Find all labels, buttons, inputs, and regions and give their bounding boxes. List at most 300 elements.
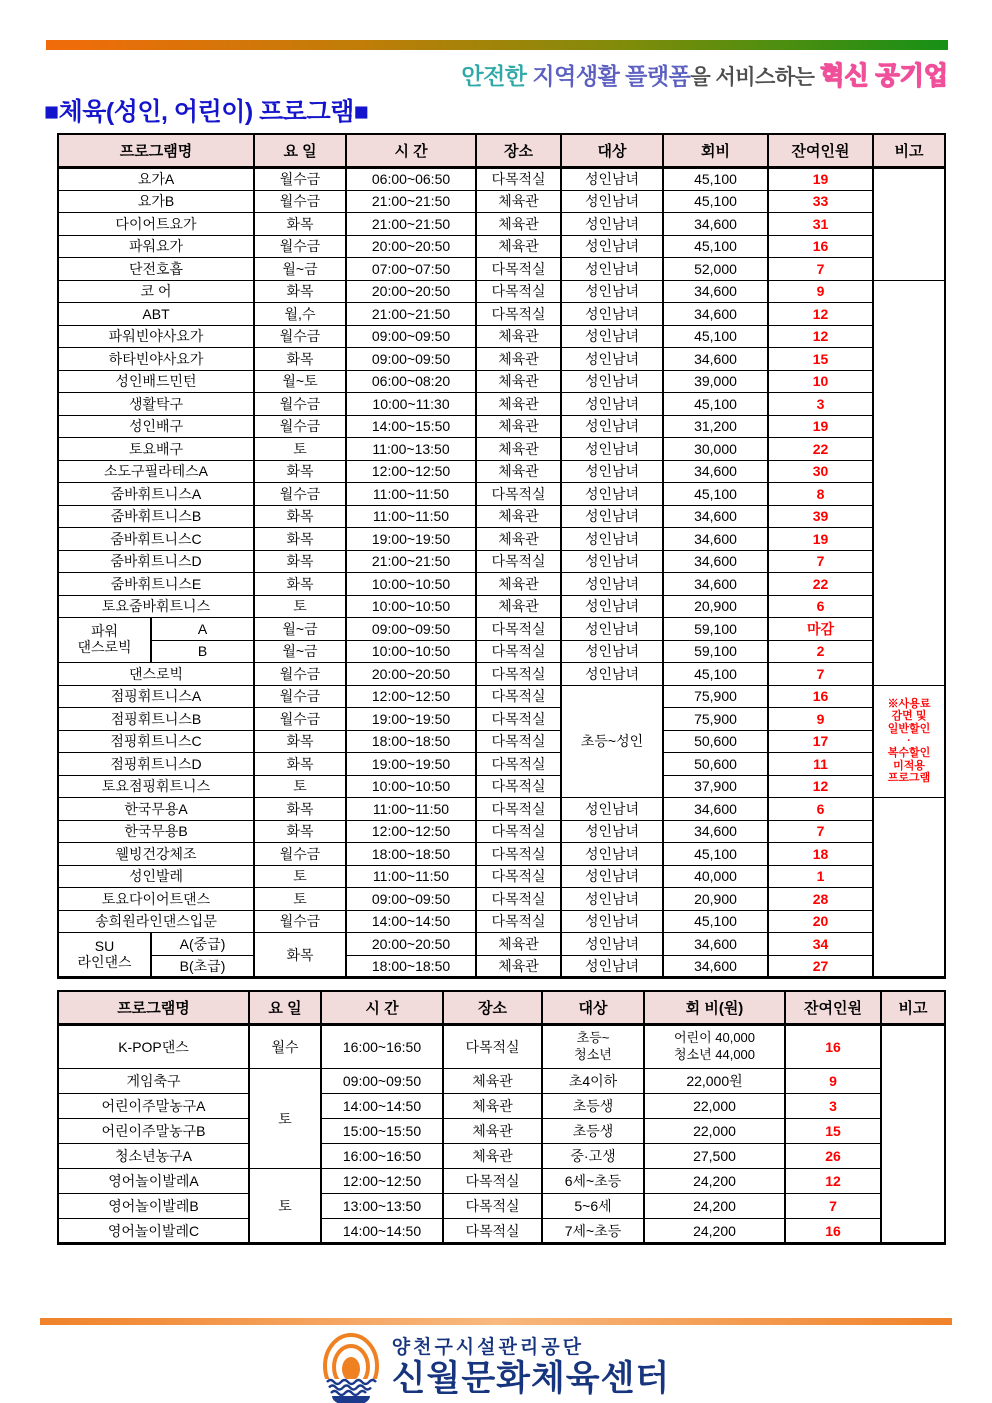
program-name-cell: 줌바휘트니스B — [58, 505, 254, 528]
place-cell: 체육관 — [443, 1094, 542, 1119]
fee-cell: 34,600 — [663, 955, 768, 978]
day-cell: 월수 — [249, 1025, 321, 1069]
target-cell: 성인남녀 — [561, 955, 663, 978]
time-cell: 09:00~09:50 — [346, 348, 476, 371]
remaining-cell: 8 — [768, 483, 873, 506]
place-cell: 다목적실 — [476, 663, 561, 686]
remaining-cell: 27 — [768, 955, 873, 978]
remaining-cell: 10 — [768, 370, 873, 393]
remaining-cell: 15 — [785, 1119, 881, 1144]
remaining-cell: 12 — [768, 775, 873, 798]
time-cell: 12:00~12:50 — [321, 1169, 443, 1194]
target-cell: 성인남녀 — [561, 303, 663, 326]
place-header: 장소 — [443, 991, 542, 1025]
place-cell: 다목적실 — [476, 685, 561, 708]
program-subname-cell: B — [151, 640, 254, 663]
fee-cell: 45,100 — [663, 168, 768, 191]
remaining-header: 잔여인원 — [785, 991, 881, 1025]
time-cell: 21:00~21:50 — [346, 213, 476, 236]
table-row — [58, 528, 945, 551]
place-cell: 다목적실 — [476, 550, 561, 573]
fee-cell: 22,000 — [644, 1094, 785, 1119]
time-cell: 19:00~19:50 — [346, 528, 476, 551]
table-row — [58, 393, 945, 416]
program-name-cell: 성인배구 — [58, 415, 254, 438]
program-name-cell: 점핑휘트니스C — [58, 730, 254, 753]
remaining-cell: 7 — [768, 258, 873, 281]
place-cell: 다목적실 — [476, 730, 561, 753]
day-cell: 월수금 — [254, 685, 346, 708]
time-cell: 10:00~10:50 — [346, 775, 476, 798]
target-cell: 성인남녀 — [561, 213, 663, 236]
table-row — [58, 505, 945, 528]
place-cell: 다목적실 — [476, 708, 561, 731]
target-cell: 성인남녀 — [561, 460, 663, 483]
time-cell: 10:00~10:50 — [346, 573, 476, 596]
fee-cell: 34,600 — [663, 528, 768, 551]
fee-cell: 34,600 — [663, 550, 768, 573]
time-cell: 09:00~09:50 — [346, 618, 476, 641]
footer-center-name: 신월문화체육센터 — [391, 1359, 671, 1399]
target-cell: 7세~초등 — [542, 1219, 644, 1244]
day-cell: 월~금 — [254, 640, 346, 663]
footer-orange-line — [40, 1318, 952, 1325]
page-title: ■체육(성인, 어린이) 프로그램■ — [44, 98, 369, 126]
remaining-cell: 17 — [768, 730, 873, 753]
time-cell: 09:00~09:50 — [346, 325, 476, 348]
place-cell: 다목적실 — [443, 1025, 542, 1069]
time-cell: 20:00~20:50 — [346, 280, 476, 303]
remaining-header: 잔여인원 — [768, 134, 873, 168]
table-row — [58, 415, 945, 438]
program-name-cell: 파워 댄스로빅 — [58, 618, 151, 663]
fee-cell: 45,100 — [663, 483, 768, 506]
table-row — [58, 730, 945, 753]
day-cell: 화목 — [254, 505, 346, 528]
fee-cell: 50,600 — [663, 730, 768, 753]
program-name-cell: 줌바휘트니스A — [58, 483, 254, 506]
place-cell: 다목적실 — [476, 775, 561, 798]
day-cell: 월~금 — [254, 618, 346, 641]
table-row — [58, 1069, 945, 1094]
program-name-cell: 한국무용B — [58, 820, 254, 843]
table-row — [58, 1094, 945, 1119]
fee-cell: 34,600 — [663, 303, 768, 326]
program-name-cell: 송희원라인댄스입문 — [58, 910, 254, 933]
program-name-cell: 게임축구 — [58, 1069, 249, 1094]
place-cell: 체육관 — [476, 528, 561, 551]
target-cell: 성인남녀 — [561, 190, 663, 213]
fee-cell: 24,200 — [644, 1219, 785, 1244]
time-cell: 10:00~10:50 — [346, 640, 476, 663]
time-cell: 07:00~07:50 — [346, 258, 476, 281]
time-cell: 11:00~11:50 — [346, 505, 476, 528]
fee-cell: 45,100 — [663, 910, 768, 933]
program-name-cell: 영어놀이발레A — [58, 1169, 249, 1194]
day-cell: 토 — [249, 1169, 321, 1244]
program-name-cell: 웰빙건강체조 — [58, 843, 254, 866]
fee-cell: 24,200 — [644, 1169, 785, 1194]
fee-cell: 34,600 — [663, 505, 768, 528]
table-row — [58, 640, 945, 663]
day-cell: 토 — [254, 888, 346, 911]
remaining-cell: 12 — [768, 303, 873, 326]
target-cell: 성인남녀 — [561, 415, 663, 438]
target-cell: 성인남녀 — [561, 640, 663, 663]
place-cell: 체육관 — [476, 415, 561, 438]
fee-cell: 75,900 — [663, 685, 768, 708]
program-name-cell: 영어놀이발레C — [58, 1219, 249, 1244]
table-row — [58, 190, 945, 213]
place-cell: 체육관 — [476, 370, 561, 393]
program-name-cell: 단전호흡 — [58, 258, 254, 281]
target-cell: 성인남녀 — [561, 888, 663, 911]
place-cell: 다목적실 — [476, 168, 561, 191]
place-cell: 체육관 — [476, 325, 561, 348]
fee-cell: 52,000 — [663, 258, 768, 281]
remaining-cell: 16 — [785, 1219, 881, 1244]
place-cell: 다목적실 — [476, 483, 561, 506]
program-name-cell: 성인발레 — [58, 865, 254, 888]
day-cell: 월수금 — [254, 393, 346, 416]
place-cell: 다목적실 — [476, 798, 561, 821]
fee-cell: 34,600 — [663, 820, 768, 843]
time-cell: 09:00~09:50 — [321, 1069, 443, 1094]
program-name-cell: 줌바휘트니스D — [58, 550, 254, 573]
target-cell: 성인남녀 — [561, 798, 663, 821]
table-row — [58, 1219, 945, 1244]
remaining-cell: 31 — [768, 213, 873, 236]
time-cell: 10:00~10:50 — [346, 595, 476, 618]
program-name-cell: 점핑휘트니스A — [58, 685, 254, 708]
day-cell: 화목 — [254, 753, 346, 776]
program-name-cell: 줌바휘트니스C — [58, 528, 254, 551]
target-cell: 성인남녀 — [561, 235, 663, 258]
fee-cell: 45,100 — [663, 190, 768, 213]
day-cell: 토 — [254, 775, 346, 798]
remaining-cell: 19 — [768, 415, 873, 438]
time-cell: 11:00~11:50 — [346, 798, 476, 821]
place-header: 장소 — [476, 134, 561, 168]
fee-cell: 34,600 — [663, 573, 768, 596]
day-cell: 월~토 — [254, 370, 346, 393]
table-row — [58, 1169, 945, 1194]
remaining-cell: 16 — [785, 1025, 881, 1069]
target-cell: 성인남녀 — [561, 258, 663, 281]
place-cell: 다목적실 — [476, 303, 561, 326]
child-program-table — [57, 990, 946, 1245]
program-name-cell: 코 어 — [58, 280, 254, 303]
table-row — [58, 595, 945, 618]
target-cell: 성인남녀 — [561, 910, 663, 933]
day-cell: 화목 — [254, 573, 346, 596]
program-subname-cell: A(중급) — [151, 933, 254, 956]
place-cell: 체육관 — [476, 595, 561, 618]
table-row — [58, 303, 945, 326]
program-name-cell: 한국무용A — [58, 798, 254, 821]
target-cell: 5~6세 — [542, 1194, 644, 1219]
program-name-cell: 점핑휘트니스D — [58, 753, 254, 776]
program-subname-cell: B(초급) — [151, 955, 254, 978]
day-cell: 월수금 — [254, 235, 346, 258]
time-cell: 18:00~18:50 — [346, 843, 476, 866]
place-cell: 다목적실 — [476, 618, 561, 641]
remaining-cell: 39 — [768, 505, 873, 528]
table-row — [58, 438, 945, 461]
place-cell: 체육관 — [476, 460, 561, 483]
fee-cell: 37,900 — [663, 775, 768, 798]
remaining-cell: 9 — [768, 708, 873, 731]
remaining-cell: 18 — [768, 843, 873, 866]
table-row — [58, 235, 945, 258]
time-cell: 06:00~06:50 — [346, 168, 476, 191]
program-name-cell: 성인배드민턴 — [58, 370, 254, 393]
table-row — [58, 1025, 945, 1069]
fee-cell: 34,600 — [663, 933, 768, 956]
table-row — [58, 550, 945, 573]
note-cell: ※사용료 감면 및 일반할인 · 복수할인 미적용 프로그램 — [873, 685, 945, 798]
target-cell: 성인남녀 — [561, 618, 663, 641]
footer-logo — [0, 1332, 992, 1403]
program-name-cell: K-POP댄스 — [58, 1025, 249, 1069]
footer-org-name: 양천구시설관리공단 — [391, 1337, 584, 1359]
table-row — [58, 865, 945, 888]
table-row — [58, 483, 945, 506]
table-row — [58, 213, 945, 236]
time-cell: 18:00~18:50 — [346, 730, 476, 753]
remaining-cell: 30 — [768, 460, 873, 483]
table-row — [58, 843, 945, 866]
target-cell: 성인남녀 — [561, 348, 663, 371]
place-cell: 체육관 — [476, 393, 561, 416]
time-cell: 21:00~21:50 — [346, 190, 476, 213]
place-cell: 다목적실 — [476, 910, 561, 933]
table-row — [58, 820, 945, 843]
day-cell: 월수금 — [254, 483, 346, 506]
remaining-cell: 9 — [768, 280, 873, 303]
fee-cell: 34,600 — [663, 280, 768, 303]
table-row — [58, 325, 945, 348]
day-cell: 화목 — [254, 460, 346, 483]
table-row — [58, 798, 945, 821]
day-cell: 토 — [249, 1069, 321, 1169]
remaining-cell: 19 — [768, 528, 873, 551]
day-cell: 월수금 — [254, 325, 346, 348]
fee-cell: 24,200 — [644, 1194, 785, 1219]
remaining-cell: 3 — [768, 393, 873, 416]
fee-cell: 34,600 — [663, 348, 768, 371]
program-name-cell: 요가B — [58, 190, 254, 213]
remaining-cell: 7 — [768, 820, 873, 843]
day-cell: 월수금 — [254, 415, 346, 438]
remaining-cell: 22 — [768, 438, 873, 461]
place-cell: 다목적실 — [476, 280, 561, 303]
place-cell: 다목적실 — [476, 258, 561, 281]
target-cell: 성인남녀 — [561, 370, 663, 393]
target-cell: 초등~성인 — [561, 685, 663, 798]
place-cell: 다목적실 — [443, 1169, 542, 1194]
table-row — [58, 1194, 945, 1219]
place-cell: 체육관 — [476, 933, 561, 956]
remaining-cell: 7 — [768, 550, 873, 573]
day-cell: 월수금 — [254, 843, 346, 866]
program-name-cell: 소도구필라테스A — [58, 460, 254, 483]
fee-cell: 40,000 — [663, 865, 768, 888]
program-name-cell: 요가A — [58, 168, 254, 191]
remaining-cell: 34 — [768, 933, 873, 956]
table-row — [58, 753, 945, 776]
remaining-cell: 3 — [785, 1094, 881, 1119]
time-cell: 16:00~16:50 — [321, 1144, 443, 1169]
note-header: 비고 — [881, 991, 945, 1025]
fee-cell: 45,100 — [663, 393, 768, 416]
time-cell: 16:00~16:50 — [321, 1025, 443, 1069]
program-name-cell: 어린이주말농구A — [58, 1094, 249, 1119]
target-cell: 6세~초등 — [542, 1169, 644, 1194]
program-name-cell: 청소년농구A — [58, 1144, 249, 1169]
day-cell: 화목 — [254, 348, 346, 371]
time-cell: 11:00~11:50 — [346, 865, 476, 888]
day-cell: 월,수 — [254, 303, 346, 326]
time-cell: 10:00~11:30 — [346, 393, 476, 416]
table-row — [58, 618, 945, 641]
place-cell: 다목적실 — [476, 865, 561, 888]
time-cell: 19:00~19:50 — [346, 708, 476, 731]
target-cell: 성인남녀 — [561, 325, 663, 348]
program-name-cell: 다이어트요가 — [58, 213, 254, 236]
table-row — [58, 663, 945, 686]
place-cell: 다목적실 — [443, 1194, 542, 1219]
fee-cell: 22,000원 — [644, 1069, 785, 1094]
fee-cell: 34,600 — [663, 213, 768, 236]
place-cell: 체육관 — [476, 573, 561, 596]
note-cell — [881, 1025, 945, 1244]
remaining-cell: 20 — [768, 910, 873, 933]
program-name-cell: 토요점핑휘트니스 — [58, 775, 254, 798]
target-cell: 성인남녀 — [561, 663, 663, 686]
day-cell: 월수금 — [254, 910, 346, 933]
time-cell: 11:00~13:50 — [346, 438, 476, 461]
remaining-cell: 2 — [768, 640, 873, 663]
fee-cell: 31,200 — [663, 415, 768, 438]
place-cell: 다목적실 — [476, 843, 561, 866]
target-cell: 성인남녀 — [561, 550, 663, 573]
time-cell: 18:00~18:50 — [346, 955, 476, 978]
day-cell: 월수금 — [254, 168, 346, 191]
time-cell: 14:00~14:50 — [321, 1219, 443, 1244]
top-gradient-bar — [46, 40, 948, 50]
fee-cell: 45,100 — [663, 325, 768, 348]
table-row — [58, 708, 945, 731]
day-cell: 화목 — [254, 933, 346, 978]
table-row — [58, 460, 945, 483]
table-row — [58, 348, 945, 371]
time-cell: 21:00~21:50 — [346, 550, 476, 573]
program-name-cell: SU 라인댄스 — [58, 933, 151, 978]
program-name-cell: 토요다이어트댄스 — [58, 888, 254, 911]
target-header: 대상 — [542, 991, 644, 1025]
program-name-cell: 생활탁구 — [58, 393, 254, 416]
sun-waves-logo-icon — [322, 1332, 380, 1403]
target-cell: 초등~ 청소년 — [542, 1025, 644, 1069]
place-cell: 다목적실 — [476, 753, 561, 776]
remaining-cell: 7 — [785, 1194, 881, 1219]
remaining-cell: 15 — [768, 348, 873, 371]
day-cell: 화목 — [254, 820, 346, 843]
time-cell: 09:00~09:50 — [346, 888, 476, 911]
day-cell: 화목 — [254, 730, 346, 753]
program-subname-cell: A — [151, 618, 254, 641]
fee-cell: 30,000 — [663, 438, 768, 461]
fee-cell: 어린이 40,000 청소년 44,000 — [644, 1025, 785, 1069]
place-cell: 체육관 — [476, 190, 561, 213]
program-name-cell: 토요줌바휘트니스 — [58, 595, 254, 618]
place-cell: 체육관 — [476, 235, 561, 258]
place-cell: 다목적실 — [476, 820, 561, 843]
day-cell: 월수금 — [254, 708, 346, 731]
day-cell: 월~금 — [254, 258, 346, 281]
tagline — [461, 56, 948, 92]
time-header: 시 간 — [321, 991, 443, 1025]
table-row — [58, 933, 945, 956]
fee-cell: 22,000 — [644, 1119, 785, 1144]
day-cell: 월수금 — [254, 190, 346, 213]
tagline-part1: 안전한 — [461, 63, 527, 89]
day-cell: 화목 — [254, 550, 346, 573]
place-cell: 체육관 — [443, 1069, 542, 1094]
program-name-cell: 영어놀이발레B — [58, 1194, 249, 1219]
day-cell: 화목 — [254, 280, 346, 303]
fee-header: 회 비(원) — [644, 991, 785, 1025]
day-header: 요 일 — [249, 991, 321, 1025]
note-cell — [873, 798, 945, 978]
fee-cell: 20,900 — [663, 888, 768, 911]
place-cell: 체육관 — [476, 955, 561, 978]
place-cell: 다목적실 — [476, 640, 561, 663]
time-cell: 20:00~20:50 — [346, 663, 476, 686]
place-cell: 체육관 — [476, 438, 561, 461]
remaining-cell: 16 — [768, 685, 873, 708]
fee-cell: 59,100 — [663, 640, 768, 663]
tagline-part4: 혁신 공기업 — [820, 62, 948, 90]
fee-cell: 75,900 — [663, 708, 768, 731]
time-cell: 14:00~15:50 — [346, 415, 476, 438]
time-cell: 15:00~15:50 — [321, 1119, 443, 1144]
table-row — [58, 573, 945, 596]
target-cell: 초등생 — [542, 1119, 644, 1144]
day-cell: 화목 — [254, 528, 346, 551]
target-cell: 성인남녀 — [561, 865, 663, 888]
target-cell: 성인남녀 — [561, 280, 663, 303]
target-header: 대상 — [561, 134, 663, 168]
target-cell: 성인남녀 — [561, 820, 663, 843]
target-cell: 성인남녀 — [561, 393, 663, 416]
fee-cell: 59,100 — [663, 618, 768, 641]
program-name-cell: 줌바휘트니스E — [58, 573, 254, 596]
table-row — [58, 888, 945, 911]
target-cell: 성인남녀 — [561, 595, 663, 618]
footer-logo-text — [392, 1337, 670, 1398]
program-name-header: 프로그램명 — [58, 991, 249, 1025]
program-name-cell: 파워요가 — [58, 235, 254, 258]
place-cell: 체육관 — [443, 1119, 542, 1144]
fee-cell: 45,100 — [663, 843, 768, 866]
remaining-cell: 9 — [785, 1069, 881, 1094]
program-name-cell: 점핑휘트니스B — [58, 708, 254, 731]
day-cell: 토 — [254, 438, 346, 461]
time-cell: 11:00~11:50 — [346, 483, 476, 506]
table-row — [58, 370, 945, 393]
